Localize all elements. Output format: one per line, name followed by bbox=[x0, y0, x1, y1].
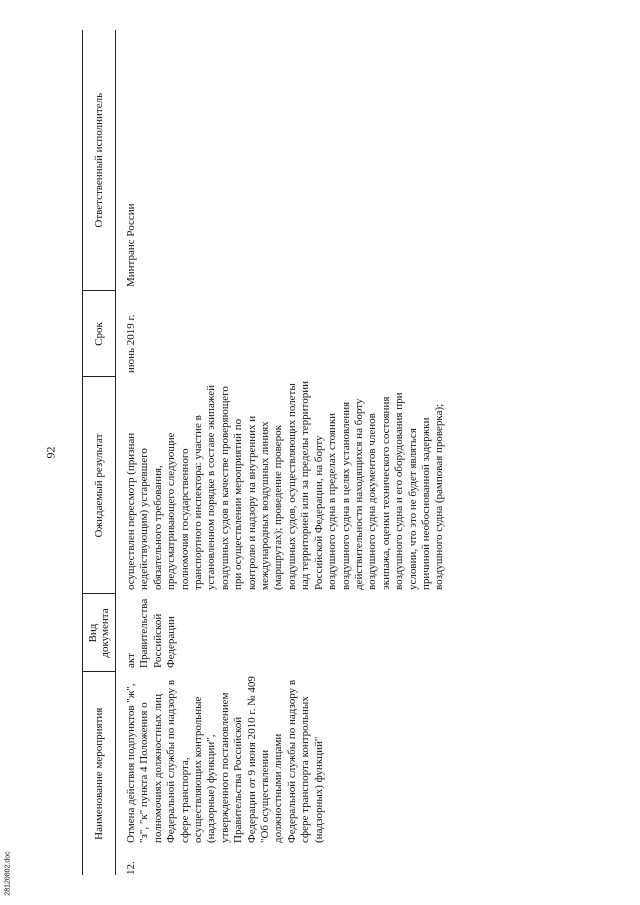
header-result: Ожидаемый результат bbox=[83, 377, 116, 594]
header-doc-type: Вид документа bbox=[83, 594, 116, 672]
row-name: Отмена действия подпунктов "ж", "з", "к" пункта 4 Положения о полномочиях должностных лиц Федеральной службы по надзору в сфере транспорта, осуществляющих контрольные (надзорные) функции", утвержденного постановлением Правительства Российской Федерации от 9 июня 2010 г. № 409 "Об осуществлении должностными лицами Федеральной службы по надзору в сфере транспорта контрольных (надзорных) функций" bbox=[125, 676, 325, 843]
measures-table bbox=[82, 30, 447, 875]
table-header-row bbox=[83, 30, 116, 875]
file-code: 28120802.doc bbox=[4, 851, 12, 896]
row-result: осуществлен пересмотр (признан недействующим) устаревшего обязательного требования, предусматривающего следующие полномочия государственного транспортного инспектора: участие в установленном порядке в составе экипажей воздушных судов в качестве проверяющего при осуществлении мероприятий по контролю и надзору на внутренних и международных воздушных линиях (маршрутах); проведение проверок воздушных судов, осуществляющих полеты над территорией или за пределы территории Российской Федерации, на борту воздушного судна в пределах стоянки воздушного судна в целях установления действительности находящихся на борту воздушного судна документов членов экипажа, оценки технического состояния воздушного судна и его оборудования при условии, что это не будет являться причиной необоснованной задержки воздушного судна (рамповая проверка); bbox=[125, 381, 446, 590]
rotated-page bbox=[82, 30, 602, 875]
row-responsible: Минтранс России bbox=[125, 203, 137, 287]
header-deadline: Срок bbox=[83, 291, 116, 377]
header-responsible: Ответственный исполнитель bbox=[83, 30, 116, 291]
row-number: 12. bbox=[125, 861, 137, 875]
header-name: Наименование мероприятия bbox=[83, 672, 116, 875]
table-row bbox=[116, 30, 447, 875]
row-doc-type: акт Правительства Российской Федерации bbox=[125, 598, 178, 668]
row-deadline: июнь 2019 г. bbox=[125, 314, 137, 373]
page-number: 92 bbox=[43, 446, 58, 459]
